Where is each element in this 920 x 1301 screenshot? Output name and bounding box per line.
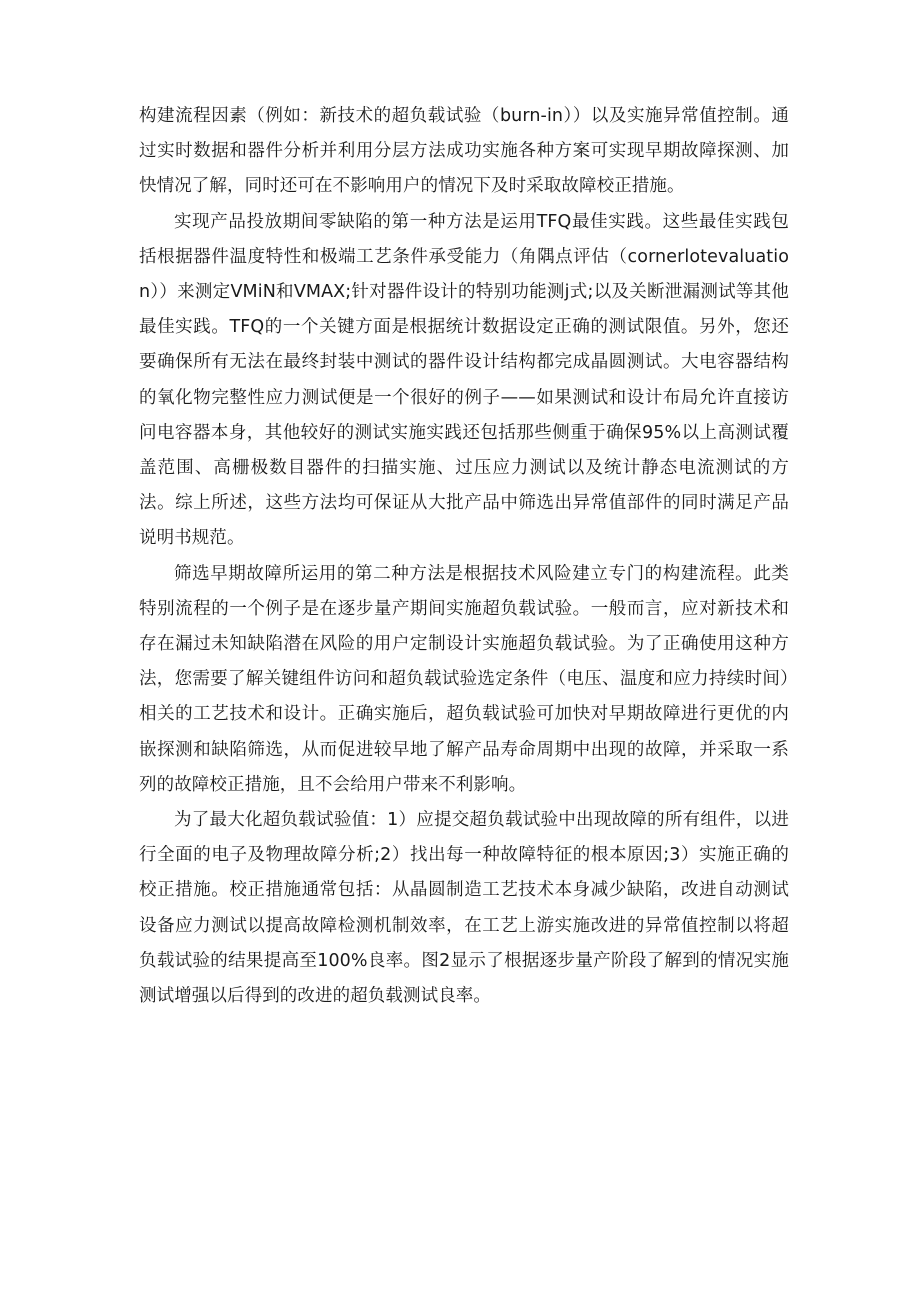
paragraph-4: 为了最大化超负载试验值：1）应提交超负载试验中出现故障的所有组件，以进行全面的电子及物理故障分析;2）找出每一种故障特征的根本原因;3）实施正确的校正措施。校正措施通常包括：从晶圆制造工艺技术本身减少缺陷，改进自动测试设备应力测试以提高故障检测机制效率，在工艺上游实施改进的异常值控制以将超负载试验的结果提高至100%良率。图2显示了根据逐步量产阶段了解到的情况实施测试增强以后得到的改进的超负载测试良率。: [139, 810, 789, 1007]
document-body: [139, 99, 789, 1014]
paragraph-3: 筛选早期故障所运用的第二种方法是根据技术风险建立专门的构建流程。此类特别流程的一个例子是在逐步量产期间实施超负载试验。一般而言，应对新技术和存在漏过未知缺陷潜在风险的用户定制设计实施超负载试验。为了正确使用这种方法，您需要了解关键组件访问和超负载试验选定条件（电压、温度和应力持续时间）相关的工艺技术和设计。正确实施后，超负载试验可加快对早期故障进行更优的内嵌探测和缺陷筛选，从而促进较早地了解产品寿命周期中出现的故障，并采取一系列的故障校正措施，且不会给用户带来不利影响。: [139, 563, 789, 795]
paragraph-1: 构建流程因素（例如：新技术的超负载试验（burn-in））以及实施异常值控制。通过实时数据和器件分析并利用分层方法成功实施各种方案可实现早期故障探测、加快情况了解，同时还可在不影响用户的情况下及时采取故障校正措施。: [139, 106, 789, 197]
paragraph-2: 实现产品投放期间零缺陷的第一种方法是运用TFQ最佳实践。这些最佳实践包括根据器件温度特性和极端工艺条件承受能力（角隅点评估（cornerlotevaluation））来测定VMiN和VMAX;针对器件设计的特别功能测j式;以及关断泄漏测试等其他最佳实践。TFQ的一个关键方面是根据统计数据设定正确的测试限值。另外，您还要确保所有无法在最终封装中测试的器件设计结构都完成晶圆测试。大电容器结构的氧化物完整性应力测试便是一个很好的例子——如果测试和设计布局允许直接访问电容器本身，其他较好的测试实施实践还包括那些侧重于确保95%以上高测试覆盖范围、高栅极数目器件的扫描实施、过压应力测试以及统计静态电流测试的方法。综上所述，这些方法均可保证从大批产品中筛选出异常值部件的同时满足产品说明书规范。: [139, 211, 789, 549]
